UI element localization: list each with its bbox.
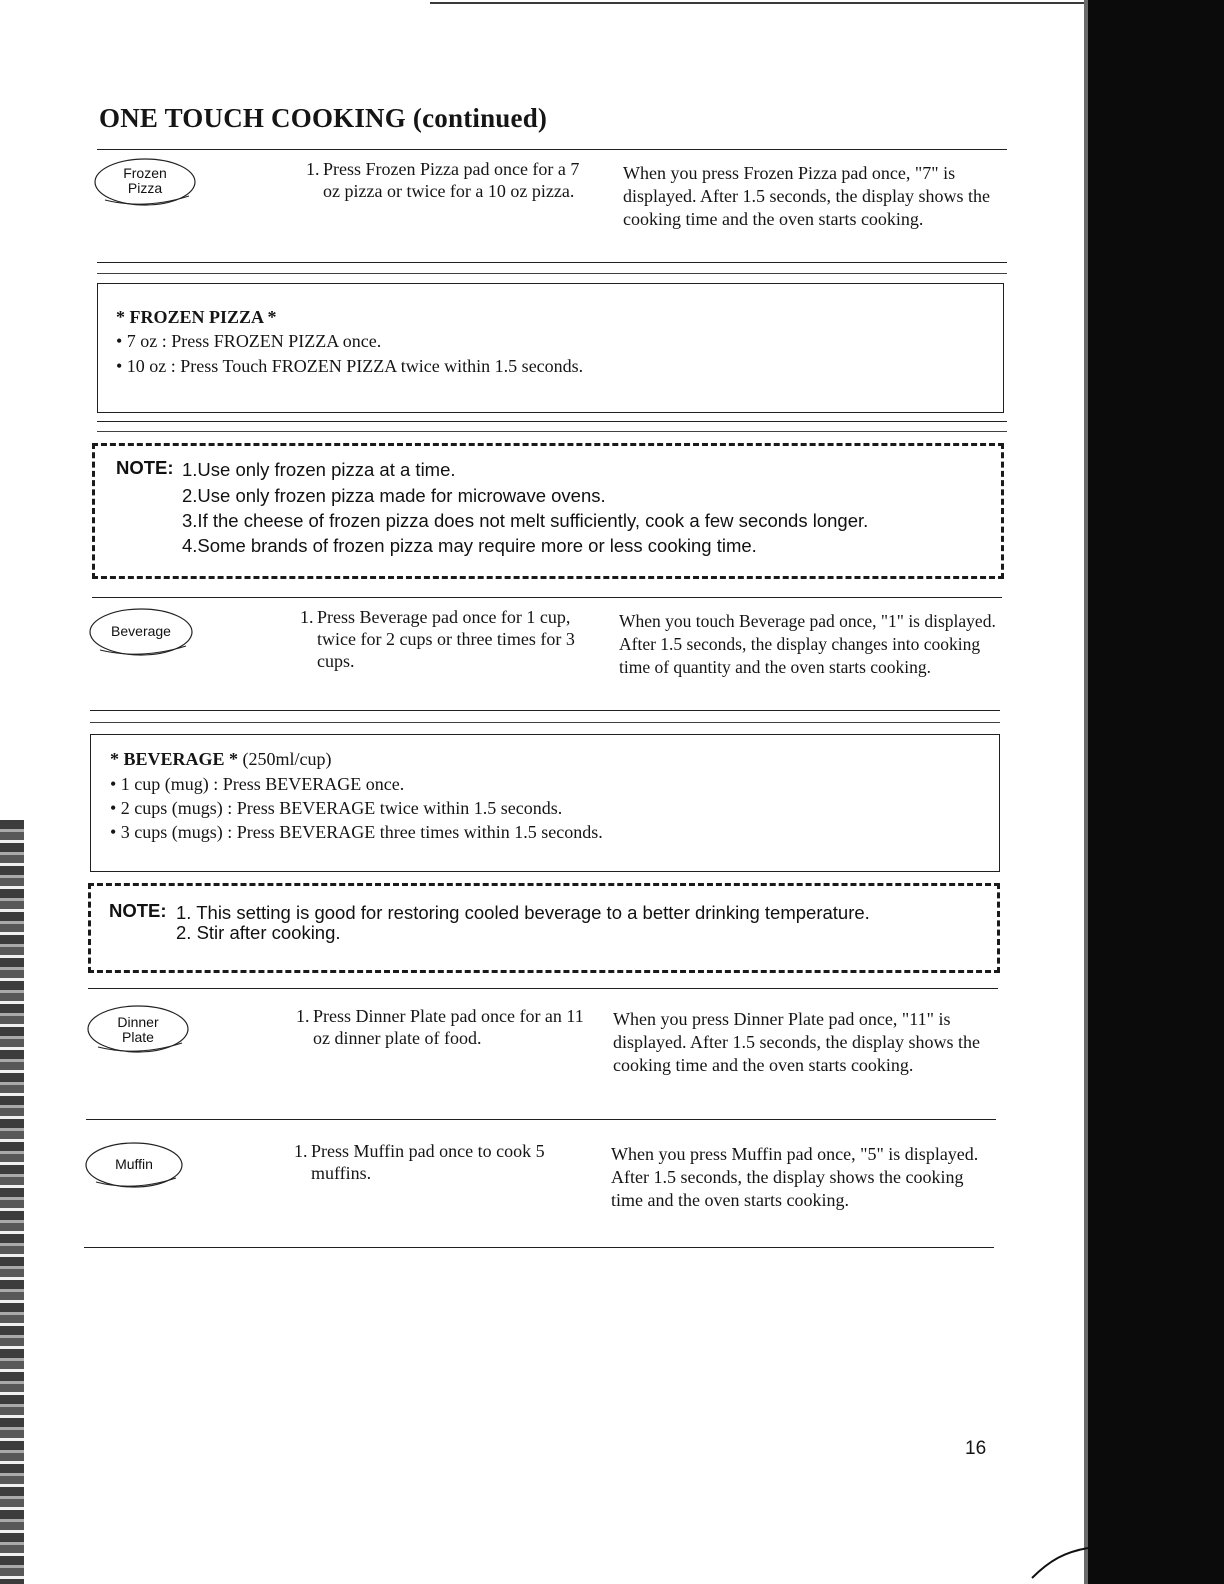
step-text: Press Muffin pad once to cook 5 muffins. bbox=[311, 1141, 545, 1183]
frozen-pizza-note-item: 2.Use only frozen pizza made for microwave ovens. bbox=[182, 485, 606, 506]
section-rule bbox=[90, 722, 1000, 723]
page-corner-mark bbox=[1030, 1530, 1090, 1580]
step-number: 1. bbox=[306, 159, 320, 179]
frozen-pizza-box-line: • 7 oz : Press FROZEN PIZZA once. bbox=[116, 331, 382, 351]
frozen-pizza-pad-icon bbox=[93, 156, 197, 208]
scan-right-edge bbox=[1088, 0, 1224, 1584]
scan-left-edge bbox=[0, 820, 24, 1584]
beverage-box-line: • 3 cups (mugs) : Press BEVERAGE three times within 1.5 seconds. bbox=[110, 822, 603, 842]
step-number: 1. bbox=[300, 607, 314, 627]
section-rule bbox=[86, 1119, 996, 1120]
frozen-pizza-note-item: 3.If the cheese of frozen pizza does not melt sufficiently, cook a few seconds longer. bbox=[182, 510, 869, 531]
section-rule bbox=[97, 431, 1007, 432]
beverage-pad-icon bbox=[88, 606, 194, 658]
beverage-description: When you touch Beverage pad once, "1" is displayed. After 1.5 seconds, the display changes into cooking time of quantity and the oven starts cooking. bbox=[619, 611, 996, 677]
beverage-note-item: 1. This setting is good for restoring cooled beverage to a better drinking temperature. bbox=[176, 902, 870, 923]
pad-label-line: Dinner bbox=[117, 1014, 159, 1030]
beverage-note-item: 2. Stir after cooking. bbox=[176, 922, 341, 943]
beverage-note-label: NOTE: bbox=[109, 900, 167, 921]
beverage-box-heading-line bbox=[110, 749, 332, 770]
muffin-pad-icon bbox=[84, 1140, 184, 1190]
frozen-pizza-box-line: • 10 oz : Press Touch FROZEN PIZZA twice within 1.5 seconds. bbox=[116, 356, 584, 376]
section-rule bbox=[90, 710, 1000, 711]
frozen-pizza-box-heading: * FROZEN PIZZA * bbox=[116, 307, 277, 327]
beverage-box-line: • 1 cup (mug) : Press BEVERAGE once. bbox=[110, 774, 405, 794]
page-number: 16 bbox=[965, 1438, 987, 1459]
pad-label-line: Pizza bbox=[127, 180, 163, 196]
beverage-step bbox=[300, 606, 575, 672]
muffin-description: When you press Muffin pad once, "5" is displayed. After 1.5 seconds, the display shows the cooking time and the oven starts cooking. bbox=[611, 1144, 979, 1210]
pad-label-line: Plate bbox=[122, 1029, 154, 1045]
frozen-pizza-note-label: NOTE: bbox=[116, 457, 174, 478]
step-text: Press Beverage pad once for 1 cup, twice for 2 cups or three times for 3 cups. bbox=[317, 607, 575, 671]
step-number: 1. bbox=[296, 1006, 310, 1026]
pad-label-line: Muffin bbox=[115, 1156, 153, 1172]
frozen-pizza-note-item: 4.Some brands of frozen pizza may require more or less cooking time. bbox=[182, 535, 757, 556]
pad-label-line: Frozen bbox=[123, 165, 167, 181]
page-title: ONE TOUCH COOKING (continued) bbox=[99, 103, 548, 133]
section-rule bbox=[97, 421, 1007, 422]
section-rule bbox=[97, 273, 1007, 274]
step-text: Press Dinner Plate pad once for an 11 oz dinner plate of food. bbox=[313, 1006, 584, 1048]
muffin-step bbox=[294, 1140, 584, 1184]
title-rule bbox=[97, 149, 1007, 150]
dinner-plate-pad-icon bbox=[86, 1003, 190, 1055]
scan-top-line bbox=[430, 2, 1090, 4]
beverage-box-heading: * BEVERAGE * bbox=[110, 749, 239, 769]
dinner-plate-step bbox=[296, 1005, 586, 1049]
pad-label-line: Beverage bbox=[111, 623, 171, 639]
frozen-pizza-description: When you press Frozen Pizza pad once, "7" is displayed. After 1.5 seconds, the display shows the cooking time and the oven starts cooking. bbox=[623, 163, 990, 229]
frozen-pizza-step bbox=[306, 158, 596, 202]
section-rule bbox=[88, 988, 998, 989]
step-text: Press Frozen Pizza pad once for a 7 oz pizza or twice for a 10 oz pizza. bbox=[323, 159, 580, 201]
section-rule bbox=[84, 1247, 994, 1248]
section-rule bbox=[97, 262, 1007, 263]
section-rule bbox=[92, 597, 1002, 598]
step-number: 1. bbox=[294, 1141, 308, 1161]
beverage-box-line: • 2 cups (mugs) : Press BEVERAGE twice within 1.5 seconds. bbox=[110, 798, 563, 818]
beverage-box-heading-suffix: (250ml/cup) bbox=[238, 749, 332, 769]
dinner-plate-description: When you press Dinner Plate pad once, "11" is displayed. After 1.5 seconds, the display shows the cooking time and the oven starts cooking. bbox=[613, 1009, 980, 1075]
frozen-pizza-note-item: 1.Use only frozen pizza at a time. bbox=[182, 459, 456, 480]
